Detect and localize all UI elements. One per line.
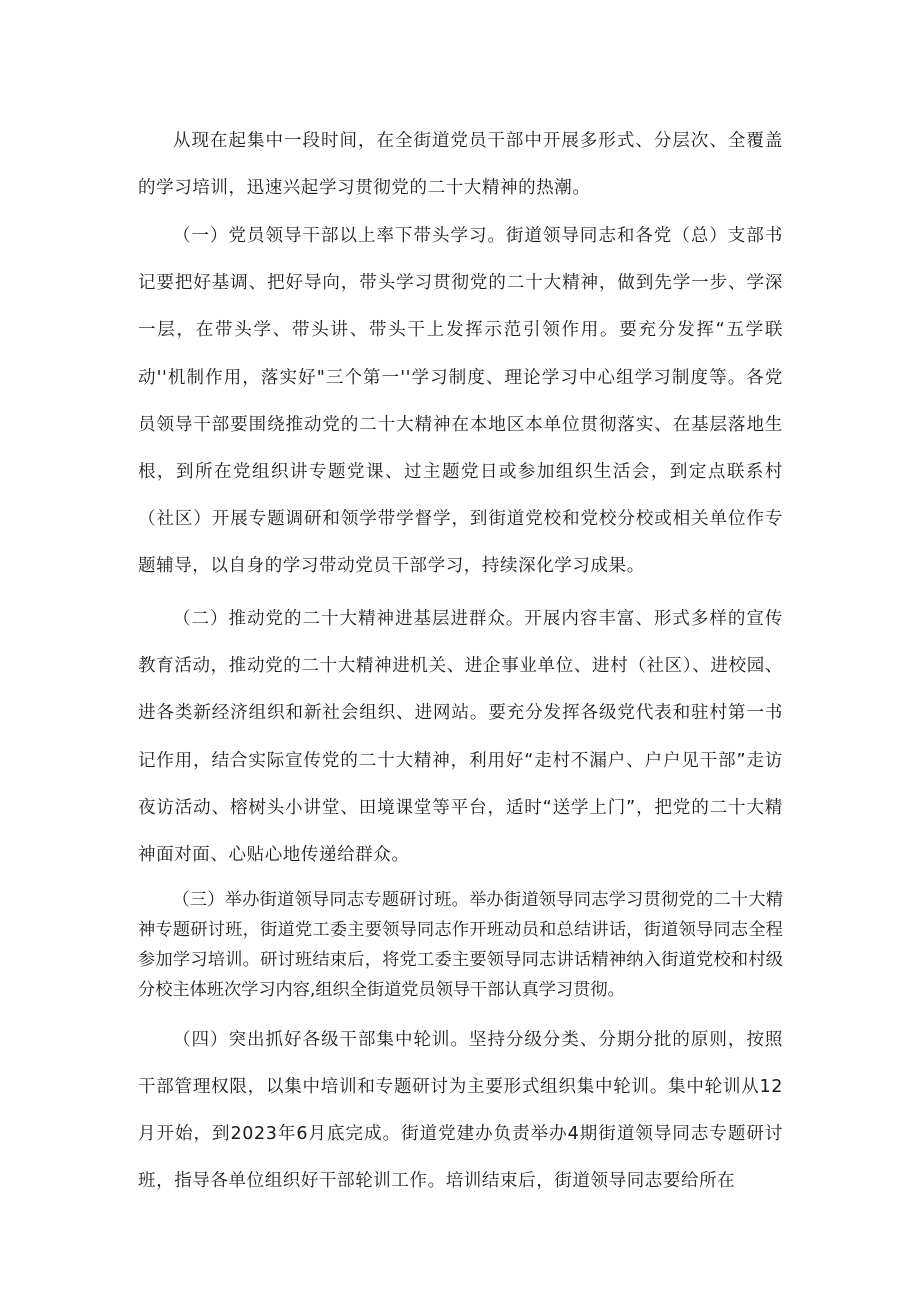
paragraph-intro: 从现在起集中一段时间，在全街道党员干部中开展多形式、分层次、全覆盖的学习培训，迅速兴起学习贯彻党的二十大精神的热潮。 — [138, 131, 783, 198]
paragraph-section-4: （四）突出抓好各级干部集中轮训。坚持分级分类、分期分批的原则，按照干部管理权限，以集中培训和专题研讨为主要形式组织集中轮训。集中轮训从12月开始，到2023年6月底完成。街道党建办负责举办4期街道领导同志专题研讨班，指导各单位组织好干部轮训工作。培训结束后，街道领导同志要给所在 — [138, 1030, 783, 1191]
paragraph-section-1: （一）党员领导干部以上率下带头学习。街道领导同志和各党（总）支部书记要把好基调、把好导向，带头学习贯彻党的二十大精神，做到先学一步、学深一层，在带头学、带头讲、带头干上发挥示范引领作用。要充分发挥“五学联动''机制作用，落实好"三个第一''学习制度、理论学习中心组学习制度等。各党员领导干部要围绕推动党的二十大精神在本地区本单位贯彻落实、在基层落地生根，到所在党组织讲专题党课、过主题党日或参加组织生活会，到定点联系村（社区）开展专题调研和领学带学督学，到街道党校和党校分校或相关单位作专题辅导，以自身的学习带动党员干部学习，持续深化学习成果。 — [138, 226, 783, 577]
paragraph-section-3: （三）举办街道领导同志专题研讨班。举办街道领导同志学习贯彻党的二十大精神专题研讨班，街道党工委主要领导同志作开班动员和总结讲话，街道领导同志全程参加学习培训。研讨班结束后，将党工委主要领导同志讲话精神纳入街道党校和村级分校主体班次学习内容,组织全街道党员领导干部认真学习贯彻。 — [138, 890, 783, 1000]
paragraph-section-2: （二）推动党的二十大精神进基层进群众。开展内容丰富、形式多样的宣传教育活动，推动党的二十大精神进机关、进企事业单位、进村（社区）、进校园、进各类新经济组织和新社会组织、进网站。要充分发挥各级党代表和驻村第一书记作用，结合实际宣传党的二十大精神，利用好“走村不漏户、户户见干部”走访夜访活动、榕树头小讲堂、田境课堂等平台，适时“送学上门”，把党的二十大精神面对面、心贴心地传递给群众。 — [138, 609, 783, 866]
